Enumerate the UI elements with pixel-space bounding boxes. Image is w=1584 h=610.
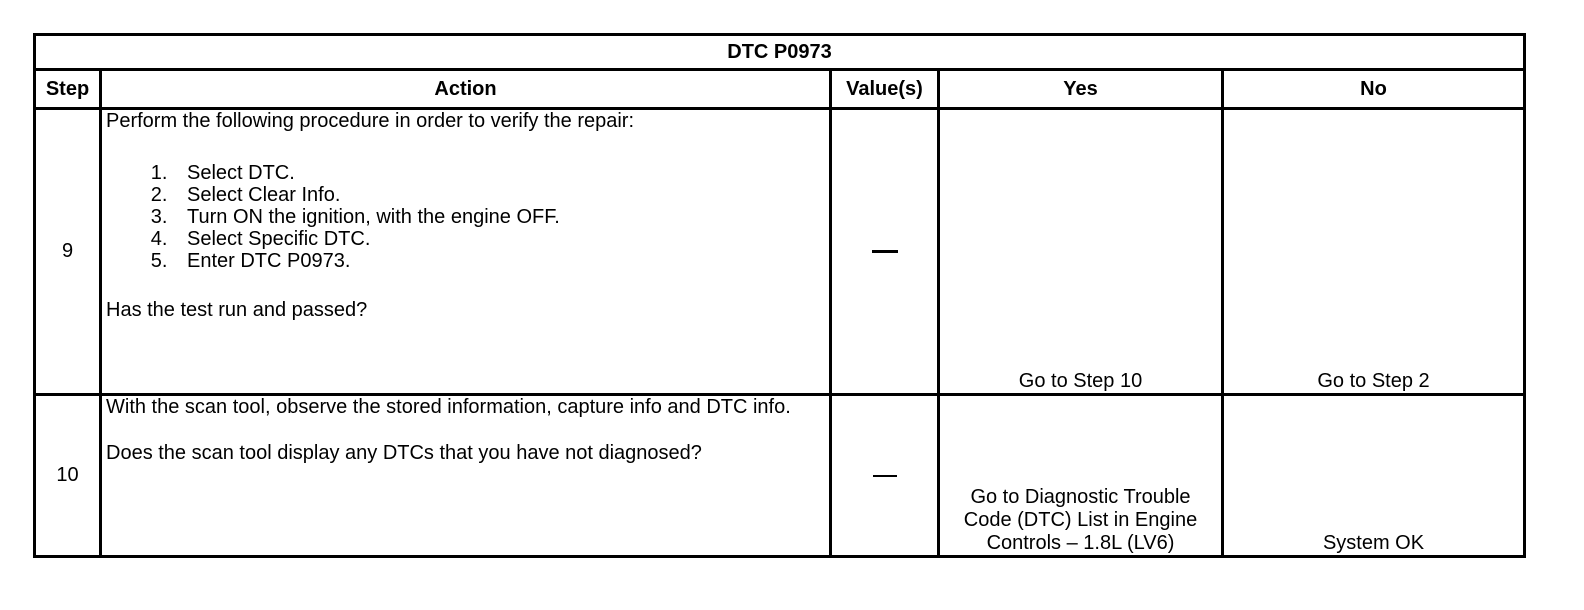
step-number: 9 — [35, 109, 101, 395]
action-question: Does the scan tool display any DTCs that you have not diagnosed? — [106, 442, 702, 464]
dtc-table — [33, 33, 1526, 558]
table-row — [35, 109, 1525, 395]
header-values: Value(s) — [831, 70, 939, 109]
header-action: Action — [101, 70, 831, 109]
yes-cell: Go to Diagnostic Trouble Code (DTC) List in Engine Controls – 1.8L (LV6) — [939, 395, 1223, 557]
value-cell — [831, 109, 939, 395]
procedure-step: 2. Select Clear Info. — [173, 184, 825, 206]
procedure-step: 5. Enter DTC P0973. — [173, 250, 825, 272]
table-title: DTC P0973 — [35, 35, 1525, 70]
no-cell: Go to Step 2 — [1223, 109, 1525, 395]
action-question: Has the test run and passed? — [106, 299, 368, 321]
procedure-step: 4. Select Specific DTC. — [173, 228, 825, 250]
action-cell — [101, 395, 831, 557]
table-row — [35, 395, 1525, 557]
action-intro: With the scan tool, observe the stored information, capture info and DTC info. — [106, 396, 791, 418]
header-row — [35, 70, 1525, 109]
yes-cell: Go to Step 10 — [939, 109, 1223, 395]
header-yes: Yes — [939, 70, 1223, 109]
action-intro: Perform the following procedure in order to verify the repair: — [106, 110, 635, 132]
step-number: 10 — [35, 395, 101, 557]
procedure-step: 3. Turn ON the ignition, with the engine OFF. — [173, 206, 825, 228]
em-dash — [872, 250, 898, 253]
value-cell — [831, 395, 939, 557]
procedure-list — [106, 162, 825, 272]
em-dash — [873, 475, 897, 477]
action-cell — [101, 109, 831, 395]
no-cell: System OK — [1223, 395, 1525, 557]
spacer — [106, 419, 825, 442]
header-step: Step — [35, 70, 101, 109]
header-no: No — [1223, 70, 1525, 109]
procedure-step: 1. Select DTC. — [173, 162, 825, 184]
